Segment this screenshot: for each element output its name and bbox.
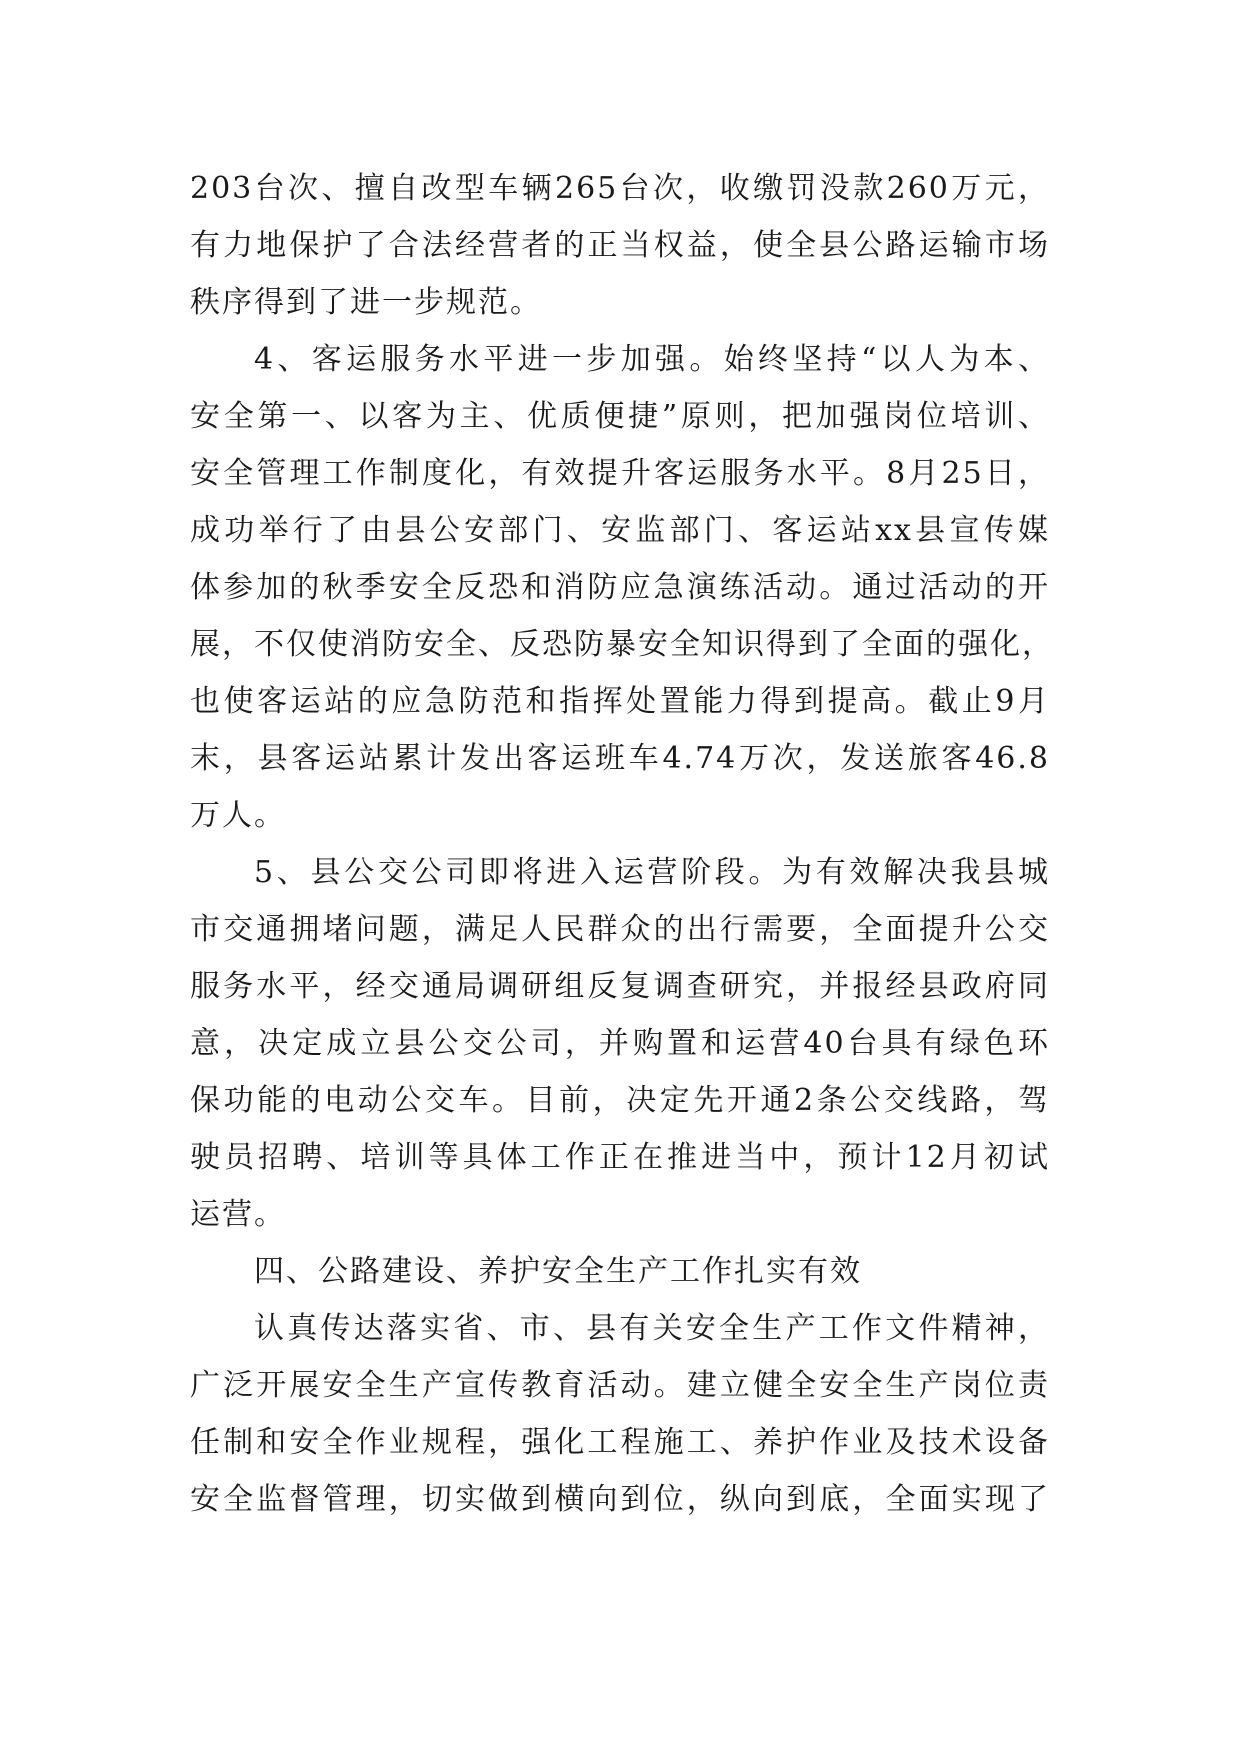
text-line: 也使客运站的应急防范和指挥处置能力得到提高。截止9月 <box>190 684 1050 719</box>
text-line: 服务水平，经交通局调研组反复调查研究，并报经县政府同 <box>190 969 1050 1004</box>
text-line: 认真传达落实省、市、县有关安全生产工作文件精神， <box>254 1311 1050 1346</box>
text-line: 体参加的秋季安全反恐和消防应急演练活动。通过活动的开 <box>190 570 1050 605</box>
text-line: 秩序得到了进一步规范。 <box>190 285 542 320</box>
text-line: 成功举行了由县公安部门、安监部门、客运站xx县宣传媒 <box>190 513 1050 548</box>
text-line: 四、公路建设、养护安全生产工作扎实有效 <box>254 1254 862 1289</box>
text-line: 203台次、擅自改型车辆265台次，收缴罚没款260万元， <box>190 171 1050 206</box>
text-line: 5、县公交公司即将进入运营阶段。为有效解决我县城 <box>254 855 1050 890</box>
text-line: 安全第一、以客为主、优质便捷”原则，把加强岗位培训、 <box>190 399 1050 434</box>
text-line: 任制和安全作业规程，强化工程施工、养护作业及技术设备 <box>190 1425 1050 1460</box>
text-line: 市交通拥堵问题，满足人民群众的出行需要，全面提升公交 <box>190 912 1050 947</box>
text-line: 4、客运服务水平进一步加强。始终坚持“以人为本、 <box>254 342 1050 377</box>
text-line: 展，不仅使消防安全、反恐防暴安全知识得到了全面的强化， <box>190 627 1054 662</box>
text-line: 运营。 <box>190 1197 286 1232</box>
text-line: 意，决定成立县公交公司，并购置和运营40台具有绿色环 <box>190 1026 1050 1061</box>
text-line: 安全管理工作制度化，有效提升客运服务水平。8月25日， <box>190 456 1050 491</box>
text-line: 末，县客运站累计发出客运班车4.74万次，发送旅客46.8 <box>190 741 1050 776</box>
text-line: 保功能的电动公交车。目前，决定先开通2条公交线路，驾 <box>190 1083 1050 1118</box>
text-line: 驶员招聘、培训等具体工作正在推进当中，预计12月初试 <box>190 1140 1050 1175</box>
text-line: 安全监督管理，切实做到横向到位，纵向到底，全面实现了 <box>190 1482 1050 1517</box>
document-body <box>190 160 1054 1528</box>
text-line: 有力地保护了合法经营者的正当权益，使全县公路运输市场 <box>190 228 1050 263</box>
text-line: 广泛开展安全生产宣传教育活动。建立健全安全生产岗位责 <box>190 1368 1050 1403</box>
text-line: 万人。 <box>190 798 286 833</box>
